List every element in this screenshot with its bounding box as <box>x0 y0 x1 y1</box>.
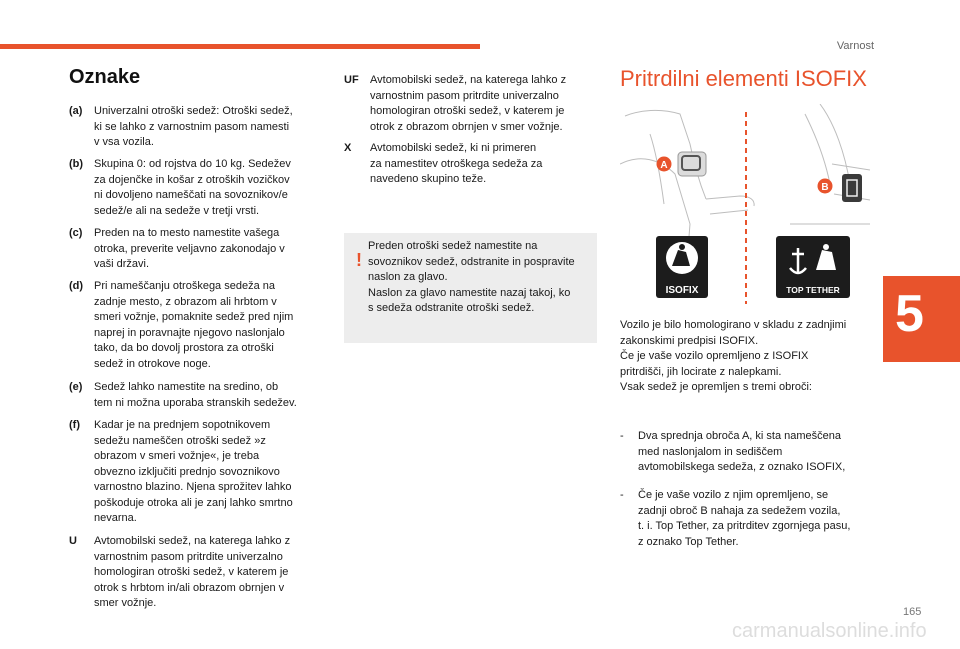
legend-text: Avtomobilski sedež, na katerega lahko z varnostnim pasom pritrdite univerzalno homologiran otroški sedež, v katerem je otrok s hrbtom in/ali obrazom obrnjen v smer vožnje. <box>94 535 291 609</box>
legend-text: Avtomobilski sedež, ki ni primeren za namestitev otroškega sedeža za navedeno skupino teže. <box>370 142 543 185</box>
warning-box <box>344 233 597 343</box>
legend-entry-e <box>69 380 297 411</box>
legend-entry-b <box>69 157 291 219</box>
isofix-badge-label: ISOFIX <box>665 285 699 296</box>
label-a-text: A <box>660 160 668 171</box>
isofix-illustration <box>620 104 872 304</box>
legend-entry-f <box>69 418 293 527</box>
bullet-front-rings <box>620 429 880 476</box>
legend-text: Kadar je na prednjem sopotnikovem sedežu nameščen otroški sedež »z obrazom v smeri vožnje«, je treba obvezno izključiti prednjo sovoznikovo varnostno blazino. Njena sprožitev lahko poškoduje otroka ali je zanj lahko smrtno nevarna. <box>94 419 293 524</box>
legend-key: (a) <box>69 105 83 117</box>
legend-text: Univerzalni otroški sedež: Otroški sedež, ki se lahko z varnostnim pasom namesti v vsa vozila. <box>94 105 293 148</box>
legend-key: (d) <box>69 280 84 292</box>
label-b-text: B <box>821 182 829 193</box>
legend-entry-u <box>69 534 290 612</box>
legend-key: U <box>69 535 77 547</box>
page-number: 165 <box>903 606 922 618</box>
bullet-text: Dva sprednja obroča A, ki sta nameščena med naslonjalom in sediščem avtomobilskega sedeža, z oznako ISOFIX, <box>638 430 846 473</box>
bullet-dash: - <box>620 430 624 442</box>
legend-entry-x <box>344 141 542 188</box>
legend-key: X <box>344 142 352 154</box>
legend-key: (b) <box>69 158 84 170</box>
legend-key: (e) <box>69 381 83 393</box>
legend-entry-c <box>69 226 285 273</box>
legend-text: Avtomobilski sedež, na katerega lahko z varnostnim pasom pritrdite univerzalno homologiran otroški sedež, v katerem je otrok z obrazom obrnjen v smer vožnje. <box>370 74 567 133</box>
legend-key: (c) <box>69 227 83 239</box>
warning-text: Preden otroški sedež namestite na sovoznikov sedež, odstranite in pospravite naslon za glavo. Naslon za glavo namestite nazaj takoj, ko s sedeža odstranite otroški sedež. <box>368 240 575 314</box>
isofix-description: Vozilo je bilo homologirano v skladu z zadnjimi zakonskimi predpisi ISOFIX. Če je vaše vozilo opremljeno z ISOFIX pritrdišči, jih locirate z nalepkami. Vsak sedež je opremljen s tremi obroči: <box>620 319 847 393</box>
isofix-section-title: Pritrdilni elementi ISOFIX <box>620 66 867 91</box>
top-tether-badge-label: TOP TETHER <box>786 285 840 295</box>
legend-entry-uf <box>344 73 566 135</box>
isofix-badge <box>656 236 708 298</box>
legend-key: UF <box>344 74 359 86</box>
bullet-text: Če je vaše vozilo z njim opremljeno, se zadnji obroč B nahaja za sedežem vozila, t. i. Top Tether, za pritrditev zgornjega pasu, z oznako Top Tether. <box>638 489 851 548</box>
header-accent-bar <box>0 44 480 49</box>
warning-icon: ! <box>356 250 362 270</box>
section-label: Varnost <box>836 40 874 52</box>
anchor-b-graphic <box>842 174 862 202</box>
legend-text: Skupina 0: od rojstva do 10 kg. Sedežev za dojenčke in košar z otroških vozičkov ni dovoljeno nameščati na sovoznikov/e sedež/e ali na sedeže v tretji vrsti. <box>94 158 291 217</box>
legend-text: Preden na to mesto namestite vašega otroka, preverite veljavno zakonodajo v vaši državi. <box>94 227 285 270</box>
legend-text: Sedež lahko namestite na sredino, ob tem ni možna uporaba stranskih sedežev. <box>94 381 297 409</box>
legend-entry-a <box>69 104 293 151</box>
bullet-rear-ring <box>620 488 880 550</box>
legend-entry-d <box>69 279 293 372</box>
page-title: Oznake <box>69 66 141 88</box>
legend-key: (f) <box>69 419 80 431</box>
top-tether-badge <box>776 236 850 298</box>
legend-text: Pri nameščanju otroškega sedeža na zadnje mesto, z obrazom ali hrbtom v smeri vožnje, pomaknite sedež pred njim naprej in poravnajte njegovo naslonjalo tako, da bo dovolj prostora za otroški sedež in otrokove noge. <box>94 280 294 370</box>
bullet-dash: - <box>620 489 624 501</box>
watermark: carmanualsonline.info <box>732 620 927 642</box>
chapter-number: 5 <box>895 285 924 343</box>
anchor-a-graphic <box>678 152 706 176</box>
